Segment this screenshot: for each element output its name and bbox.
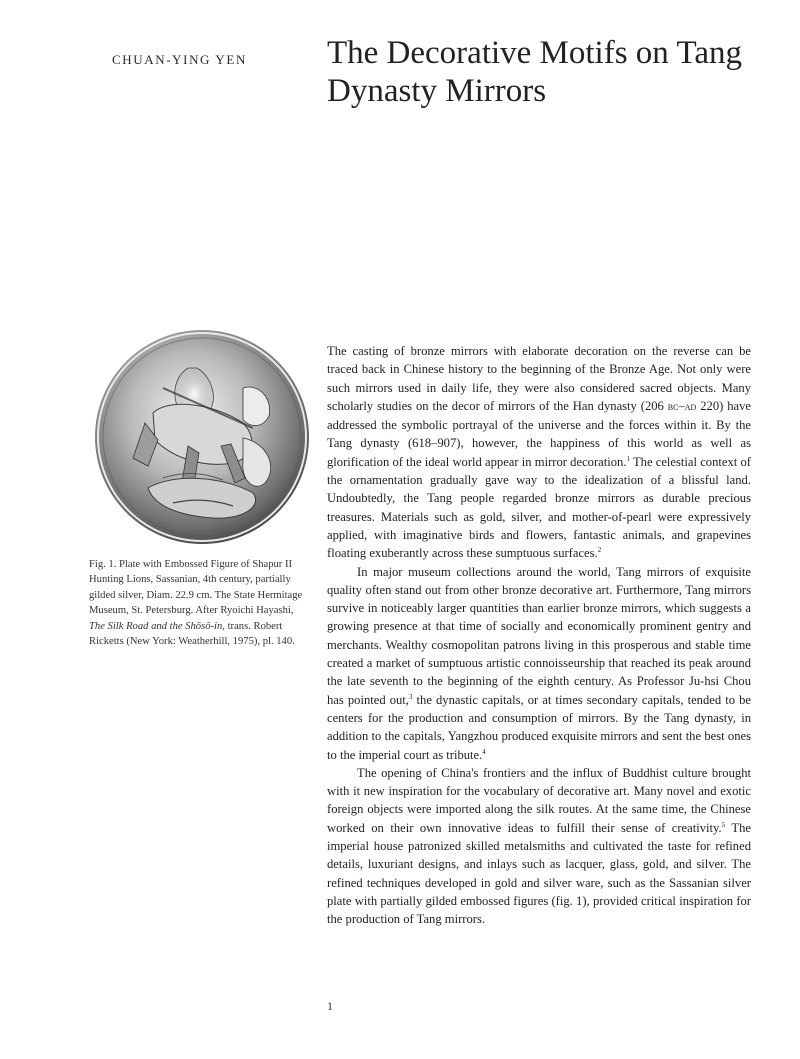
era-bc: bc — [667, 400, 679, 413]
article-body — [327, 342, 751, 929]
text-run: 220) have addressed the symbolic portrayal of the universe and the forces within it. By the Tang dynasty (618–907), however, the happiness of this world as well as glorification of the ideal world appear in mirror decoration. — [327, 398, 752, 469]
text-run: The celestial context of the ornamentation gradually gave way to the idealization of a blissful land. Undoubtedly, the Tang people regarded bronze mirrors as durable precious treasures. Materials such as gold, silver, and mother-of-pearl were expressively applied, with imaginative birds and flowers, fantastic animals, and grapevines floating exuberantly across these sumptuous surfaces. — [327, 454, 751, 561]
silver-plate-image — [93, 328, 311, 546]
footnote-ref: 3 — [408, 692, 413, 701]
text-run: The casting of bronze mirrors with elaborate decoration on the reverse can be traced back in Chinese history to the beginning of the Bronze Age. Not only were such mirrors used in daily life, they were also considered sacred objects. Many scholarly studies on the decor of mirrors of the Han dynasty (206 — [327, 344, 751, 413]
footnote-ref: 2 — [597, 546, 602, 555]
caption-book-title: The Silk Road and the Shōsō-in, — [89, 620, 225, 632]
figure-label: Fig. 1. — [89, 559, 117, 570]
footnote-ref: 1 — [626, 454, 630, 463]
text-run: – — [678, 398, 685, 413]
text-run: The imperial house patronized skilled metalsmiths and cultivated the taste for refined details, luxuriant designs, and inlays such as lacquer, glass, gold, and silver. The refined techniques developed in gold and silver ware, such as the Sassanian silver plate with partially gilded embossed figures (fig. 1), provided critical inspiration for the production of Tang mirrors. — [327, 820, 751, 927]
text-run: In major museum collections around the world, Tang mirrors of exquisite quality often stand out from other bronze decorative art. Furthermore, Tang mirrors survive in noticeably larger quantities than earlier bronze mirrors, which suggests a growing presence at that time of socially and economically prominent gentry and merchants. Wealthy cosmopolitan patrons living in this prosperous and stable time created a market of sumptuous artistic connoisseurship that reached its peak around the late seventh to the beginning of the eighth century. As Professor Ju-hsi Chou has pointed out, — [327, 564, 751, 707]
paragraph-3 — [327, 764, 751, 929]
article-title: The Decorative Motifs on Tang Dynasty Mirrors — [327, 35, 742, 109]
footnote-ref: 5 — [721, 820, 726, 829]
figure-caption — [89, 557, 304, 649]
caption-text: Plate with Embossed Figure of Shapur II Hunting Lions, Sassanian, 4th century, partially gilded silver, Diam. 22.9 cm. The State Hermitage Museum, St. Petersburg. After Ryoichi Hayashi, — [89, 559, 303, 617]
page-number: 1 — [327, 999, 333, 1013]
text-run: The opening of China's frontiers and the influx of Buddhist culture brought with it new inspiration for the vocabulary of decorative art. Many novel and exotic foreign objects were imported along the silk routes. At the same time, the Chinese worked on their own innovative ideas to fulfill their sense of creativity. — [327, 765, 751, 835]
era-ad: ad — [684, 400, 697, 413]
footnote-ref: 4 — [482, 747, 486, 756]
text-run: the dynastic capitals, or at times secondary capitals, tended to be centers for the production and consumption of mirrors. By the Tang dynasty, in addition to the capitals, Yangzhou produced exquisite mirrors and sent the best ones to the imperial court as tribute. — [327, 692, 751, 762]
paragraph-1 — [327, 342, 751, 563]
paragraph-2 — [327, 563, 751, 764]
caption-text-end: trans. Robert Ricketts (New York: Weatherhill, 1975), pl. 140. — [89, 620, 295, 648]
author-name: CHUAN-YING YEN — [112, 52, 247, 67]
